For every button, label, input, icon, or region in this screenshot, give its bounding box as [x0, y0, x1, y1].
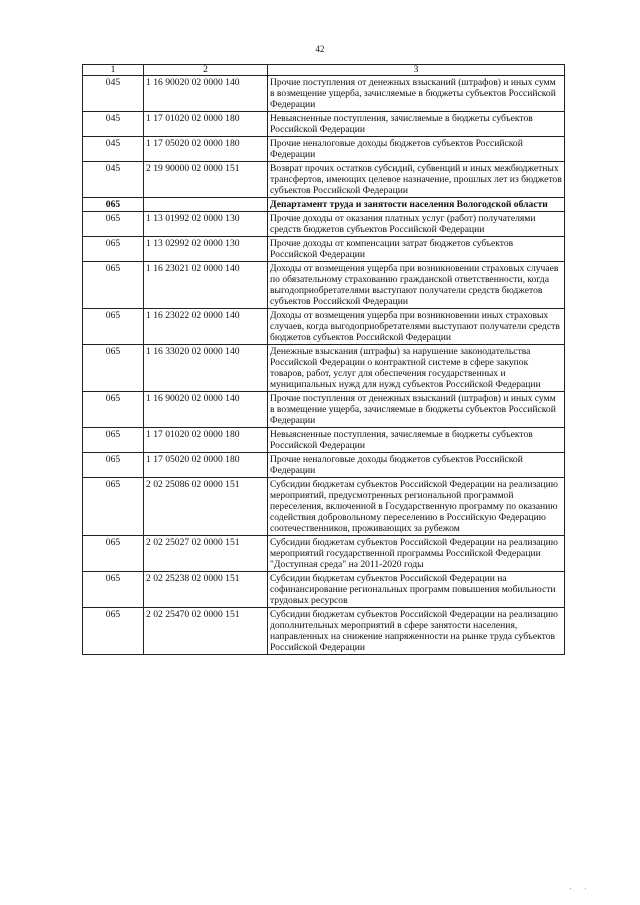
- revenue-name-cell: Невыясненные поступления, зачисляемые в бюджеты субъектов Российской Федерации: [268, 112, 565, 137]
- section-header-row: [83, 198, 565, 212]
- admin-code-cell: 065: [83, 345, 144, 392]
- kbk-code-cell: 2 02 25027 02 0000 151: [144, 536, 268, 572]
- table-row: [83, 237, 565, 262]
- revenue-name-cell: Субсидии бюджетам субъектов Российской Федерации на реализацию мероприятий, предусмотренных региональной программой переселения, включенной в Государственную программу по оказанию содействия добровольному переселению в Российскую Федерацию соотечественников, проживающих за рубежом: [268, 478, 565, 536]
- kbk-code-cell: 1 13 01992 02 0000 130: [144, 212, 268, 237]
- admin-code-cell: 065: [83, 572, 144, 608]
- admin-code-cell: 065: [83, 608, 144, 655]
- admin-code-cell: 065: [83, 198, 144, 212]
- table-row: [83, 309, 565, 345]
- kbk-code-cell: 1 16 90020 02 0000 140: [144, 76, 268, 112]
- revenue-codes-table: [82, 64, 565, 655]
- revenue-name-cell: Департамент труда и занятости населения Вологодской области: [268, 198, 565, 212]
- admin-code-cell: 065: [83, 478, 144, 536]
- revenue-name-cell: Прочие доходы от компенсации затрат бюджетов субъектов Российской Федерации: [268, 237, 565, 262]
- header-col-2: 2: [144, 65, 268, 76]
- table-row: [83, 262, 565, 309]
- table-row: [83, 478, 565, 536]
- table-row: [83, 572, 565, 608]
- table-row: [83, 453, 565, 478]
- revenue-name-cell: Прочие неналоговые доходы бюджетов субъектов Российской Федерации: [268, 453, 565, 478]
- kbk-code-cell: 2 02 25086 02 0000 151: [144, 478, 268, 536]
- revenue-name-cell: Субсидии бюджетам субъектов Российской Федерации на реализацию мероприятий государственной программы Российской Федерации "Доступная среда" на 2011-2020 годы: [268, 536, 565, 572]
- revenue-name-cell: Невыясненные поступления, зачисляемые в бюджеты субъектов Российской Федерации: [268, 428, 565, 453]
- header-col-3: 3: [268, 65, 565, 76]
- admin-code-cell: 045: [83, 112, 144, 137]
- revenue-name-cell: Прочие поступления от денежных взысканий (штрафов) и иных сумм в возмещение ущерба, зачисляемые в бюджеты субъектов Российской Федерации: [268, 392, 565, 428]
- kbk-code-cell: 1 16 23021 02 0000 140: [144, 262, 268, 309]
- kbk-code-cell: 1 16 90020 02 0000 140: [144, 392, 268, 428]
- kbk-code-cell: 1 17 01020 02 0000 180: [144, 428, 268, 453]
- table-row: [83, 76, 565, 112]
- revenue-name-cell: Доходы от возмещения ущерба при возникновении страховых случаев по обязательному страхованию гражданской ответственности, когда выгодоприобретателями выступают получатели средств бюджетов субъектов Российской Федерации: [268, 262, 565, 309]
- admin-code-cell: 065: [83, 237, 144, 262]
- kbk-code-cell: 1 13 02992 02 0000 130: [144, 237, 268, 262]
- revenue-name-cell: Субсидии бюджетам субъектов Российской Федерации на реализацию дополнительных мероприятий в сфере занятости населения, направленных на снижение напряженности на рынке труда субъектов Российской Федерации: [268, 608, 565, 655]
- table-row: [83, 112, 565, 137]
- admin-code-cell: 065: [83, 536, 144, 572]
- table-row: [83, 137, 565, 162]
- revenue-name-cell: Прочие поступления от денежных взысканий (штрафов) и иных сумм в возмещение ущерба, зачисляемые в бюджеты субъектов Российской Федерации: [268, 76, 565, 112]
- revenue-name-cell: Денежные взыскания (штрафы) за нарушение законодательства Российской Федерации о контрактной системе в сфере закупок товаров, работ, услуг для обеспечения государственных и муниципальных нужд для нужд субъектов Российской Федерации: [268, 345, 565, 392]
- admin-code-cell: 065: [83, 262, 144, 309]
- revenue-name-cell: Субсидии бюджетам субъектов Российской Федерации на софинансирование региональных программ повышения мобильности трудовых ресурсов: [268, 572, 565, 608]
- kbk-code-cell: 1 17 01020 02 0000 180: [144, 112, 268, 137]
- admin-code-cell: 065: [83, 212, 144, 237]
- admin-code-cell: 045: [83, 137, 144, 162]
- kbk-code-cell: 2 19 90000 02 0000 151: [144, 162, 268, 198]
- kbk-code-cell: 2 02 25470 02 0000 151: [144, 608, 268, 655]
- scan-marks: ' ': [570, 888, 592, 894]
- admin-code-cell: 045: [83, 162, 144, 198]
- admin-code-cell: 065: [83, 428, 144, 453]
- table-row: [83, 162, 565, 198]
- table-row: [83, 392, 565, 428]
- table-row: [83, 345, 565, 392]
- admin-code-cell: 045: [83, 76, 144, 112]
- table-row: [83, 608, 565, 655]
- admin-code-cell: 065: [83, 453, 144, 478]
- admin-code-cell: 065: [83, 392, 144, 428]
- kbk-code-cell: 2 02 25238 02 0000 151: [144, 572, 268, 608]
- header-col-1: 1: [83, 65, 144, 76]
- kbk-code-cell: 1 16 23022 02 0000 140: [144, 309, 268, 345]
- revenue-name-cell: Прочие доходы от оказания платных услуг (работ) получателями средств бюджетов субъектов Российской Федерации: [268, 212, 565, 237]
- table-row: [83, 428, 565, 453]
- page-number: 42: [315, 44, 325, 54]
- revenue-name-cell: Возврат прочих остатков субсидий, субвенций и иных межбюджетных трансфертов, имеющих целевое назначение, прошлых лет из бюджетов субъектов Российской Федерации: [268, 162, 565, 198]
- kbk-code-cell: 1 17 05020 02 0000 180: [144, 453, 268, 478]
- table-header-row: [83, 65, 565, 76]
- kbk-code-cell: 1 17 05020 02 0000 180: [144, 137, 268, 162]
- kbk-code-cell: [144, 198, 268, 212]
- kbk-code-cell: 1 16 33020 02 0000 140: [144, 345, 268, 392]
- admin-code-cell: 065: [83, 309, 144, 345]
- table-row: [83, 212, 565, 237]
- revenue-name-cell: Доходы от возмещения ущерба при возникновении иных страховых случаев, когда выгодоприобретателями выступают получатели средств бюджетов субъектов Российской Федерации: [268, 309, 565, 345]
- revenue-name-cell: Прочие неналоговые доходы бюджетов субъектов Российской Федерации: [268, 137, 565, 162]
- table-row: [83, 536, 565, 572]
